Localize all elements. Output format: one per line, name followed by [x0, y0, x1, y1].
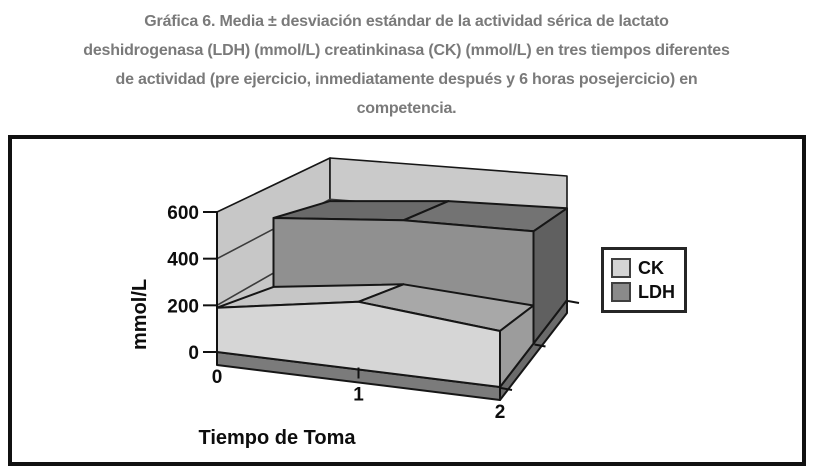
category-tick-label-1: 1 — [353, 384, 364, 406]
category-tick-label-2: 2 — [494, 402, 506, 423]
depth-axis-tick-2 — [568, 301, 579, 303]
legend-label-ck: CK — [638, 257, 664, 278]
value-axis-tick-label-400: 400 — [167, 249, 199, 271]
category-tick-label-0: 0 — [211, 367, 223, 388]
ldh-area-side-face — [534, 208, 568, 343]
chart-legend — [601, 247, 687, 313]
caption-line-2: deshidrogenasa (LDH) (mmol/L) creatinkinasa (CK) (mmol/L) en tres tiempos diferentes — [83, 42, 730, 59]
category-axis-title: Tiempo de Toma — [198, 427, 356, 449]
value-axis-tick-label-0: 0 — [188, 343, 199, 364]
ck-series-swatch-icon — [611, 258, 631, 278]
plot-layer — [167, 158, 579, 423]
caption-line-1: Gráfica 6. Media ± desviación estándar de la actividad sérica de lactato — [144, 13, 669, 30]
ldh-series-swatch-icon — [611, 282, 631, 302]
legend-entry-ldh — [611, 282, 677, 302]
caption-line-3: de actividad (pre ejercicio, inmediatamente después y 6 horas posejercicio) en — [115, 71, 698, 88]
value-axis-tick-label-200: 200 — [167, 296, 199, 318]
value-axis-title: mmol/L — [129, 278, 151, 350]
caption-line-4: competencia. — [356, 100, 457, 117]
legend-label-ldh: LDH — [638, 282, 675, 303]
legend-entry-ck — [611, 258, 677, 278]
value-axis-tick-label-600: 600 — [167, 203, 199, 224]
